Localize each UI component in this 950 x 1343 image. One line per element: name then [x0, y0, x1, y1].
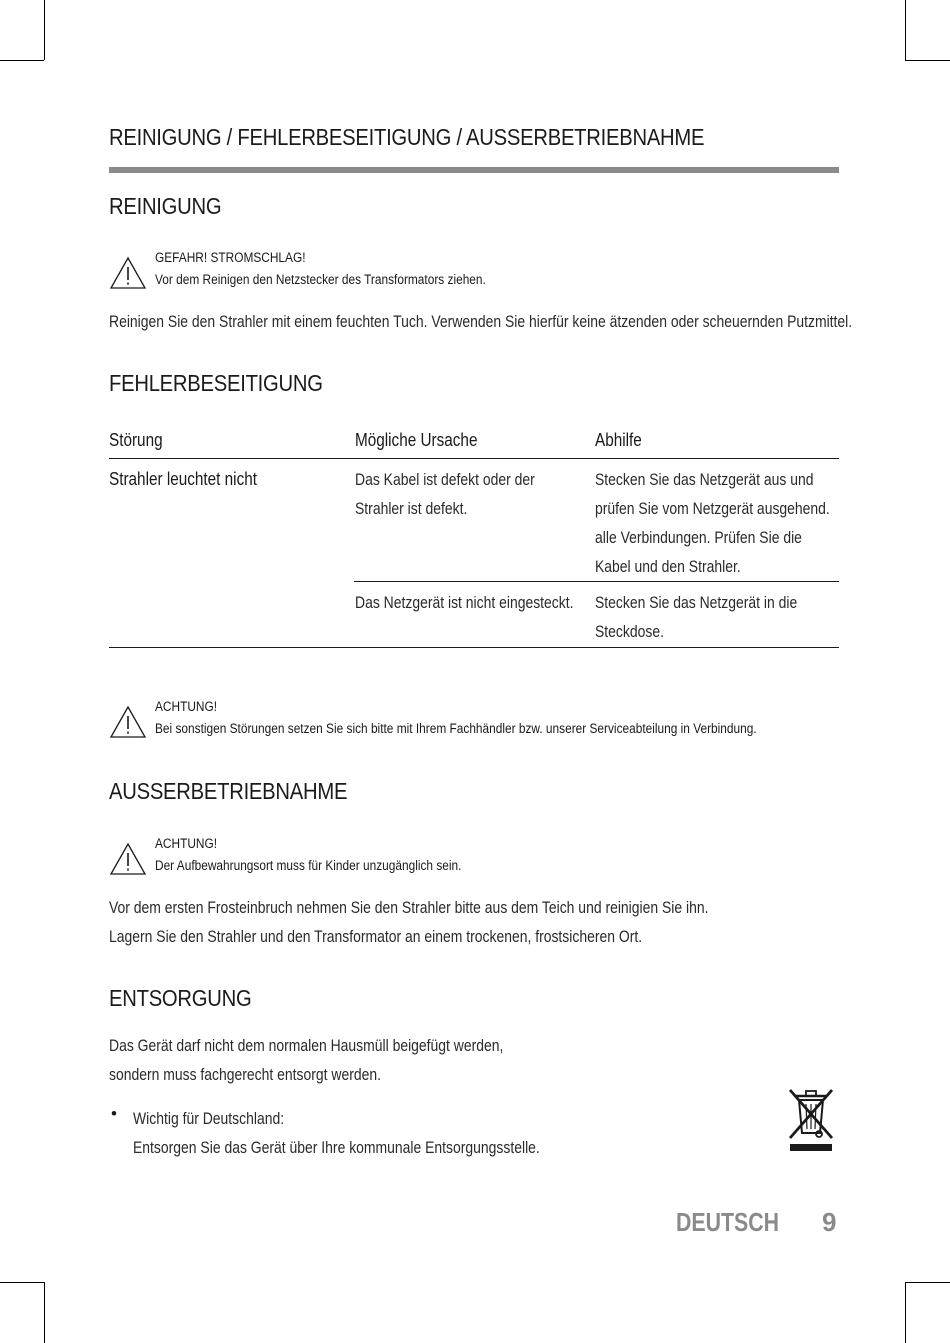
- remedy-line: Stecken Sie das Netzgerät in die: [595, 593, 798, 612]
- crossed-bin-icon: [786, 1088, 836, 1152]
- fehler-warning: [109, 699, 839, 743]
- warning-text: Der Aufbewahrungsort muss für Kinder unzugänglich sein.: [155, 858, 462, 873]
- table-cell-remedy: [595, 465, 830, 581]
- crop-mark: [44, 1282, 45, 1343]
- warning-title: ACHTUNG!: [155, 836, 218, 851]
- paragraph-line: Lagern Sie den Strahler und den Transformator an einem trockenen, frostsicheren Ort.: [109, 927, 643, 946]
- entsorgung-bullet: [133, 1104, 540, 1162]
- reinigung-warning: [109, 250, 839, 294]
- crop-mark: [905, 60, 950, 61]
- table-cell-cause: [355, 465, 535, 523]
- column-header-stoerung: Störung: [109, 430, 163, 450]
- paragraph-line: Vor dem ersten Frosteinbruch nehmen Sie den Strahler bitte aus dem Teich und reinigien Sie ihn.: [109, 898, 709, 917]
- column-header-ursache: Mögliche Ursache: [355, 430, 478, 450]
- table-cell-problem: Strahler leuchtet nicht: [109, 469, 257, 489]
- header-rule: [109, 458, 839, 459]
- reinigung-heading: REINIGUNG: [109, 193, 222, 219]
- page-number: 9: [822, 1207, 837, 1237]
- warning-triangle-icon: [109, 842, 147, 876]
- ausser-text: [109, 893, 709, 951]
- warning-text: Vor dem Reinigen den Netzstecker des Transformators ziehen.: [155, 272, 486, 287]
- ausser-warning: [109, 836, 839, 880]
- remedy-line: prüfen Sie vom Netzgerät ausgehend.: [595, 499, 830, 518]
- fehlerbeseitigung-heading: FEHLERBESEITIGUNG: [109, 370, 323, 396]
- bullet-line: Wichtig für Deutschland:: [133, 1109, 285, 1128]
- remedy-line: Steckdose.: [595, 622, 664, 641]
- warning-title: ACHTUNG!: [155, 699, 218, 714]
- cause-line: Das Kabel ist defekt oder der: [355, 470, 535, 489]
- title-divider: [109, 167, 839, 173]
- crop-mark: [905, 1282, 950, 1283]
- remedy-line: Stecken Sie das Netzgerät aus und: [595, 470, 814, 489]
- row-rule: [354, 581, 839, 582]
- crop-mark: [0, 60, 44, 61]
- remedy-line: alle Verbindungen. Prüfen Sie die: [595, 528, 802, 547]
- reinigung-text: Reinigen Sie den Strahler mit einem feuchten Tuch. Verwenden Sie hierfür keine ätzenden oder scheuernden Putzmittel.: [109, 312, 853, 331]
- bullet-marker: •: [111, 1104, 117, 1123]
- bullet-line: Entsorgen Sie das Gerät über Ihre kommunale Entsorgungsstelle.: [133, 1138, 540, 1157]
- cause-line: Das Netzgerät ist nicht eingesteckt.: [355, 593, 574, 612]
- warning-triangle-icon: [109, 705, 147, 739]
- table-bottom-rule: [109, 647, 839, 648]
- page-title: REINIGUNG / FEHLERBESEITIGUNG / AUSSERBETRIEBNAHME: [109, 124, 705, 150]
- footer-language: DEUTSCH: [676, 1207, 780, 1237]
- crop-mark: [905, 1282, 906, 1343]
- remedy-line: Kabel und den Strahler.: [595, 557, 741, 576]
- entsorgung-text: [109, 1031, 503, 1089]
- warning-triangle-icon: [109, 256, 147, 290]
- paragraph-line: Das Gerät darf nicht dem normalen Hausmüll beigefügt werden,: [109, 1036, 504, 1055]
- crop-mark: [905, 0, 906, 60]
- crop-mark: [0, 1282, 44, 1283]
- column-header-abhilfe: Abhilfe: [595, 430, 642, 450]
- table-cell-remedy: [595, 588, 797, 646]
- warning-title: GEFAHR! STROMSCHLAG!: [155, 250, 306, 265]
- entsorgung-heading: ENTSORGUNG: [109, 985, 252, 1011]
- cause-line: Strahler ist defekt.: [355, 499, 468, 518]
- table-cell-cause: [355, 588, 574, 617]
- ausserbetriebnahme-heading: AUSSERBETRIEBNAHME: [109, 778, 348, 804]
- crop-mark: [44, 0, 45, 60]
- warning-text: Bei sonstigen Störungen setzen Sie sich bitte mit Ihrem Fachhändler bzw. unserer Serviceabteilung in Verbindung.: [155, 721, 757, 736]
- paragraph-line: sondern muss fachgerecht entsorgt werden.: [109, 1065, 381, 1084]
